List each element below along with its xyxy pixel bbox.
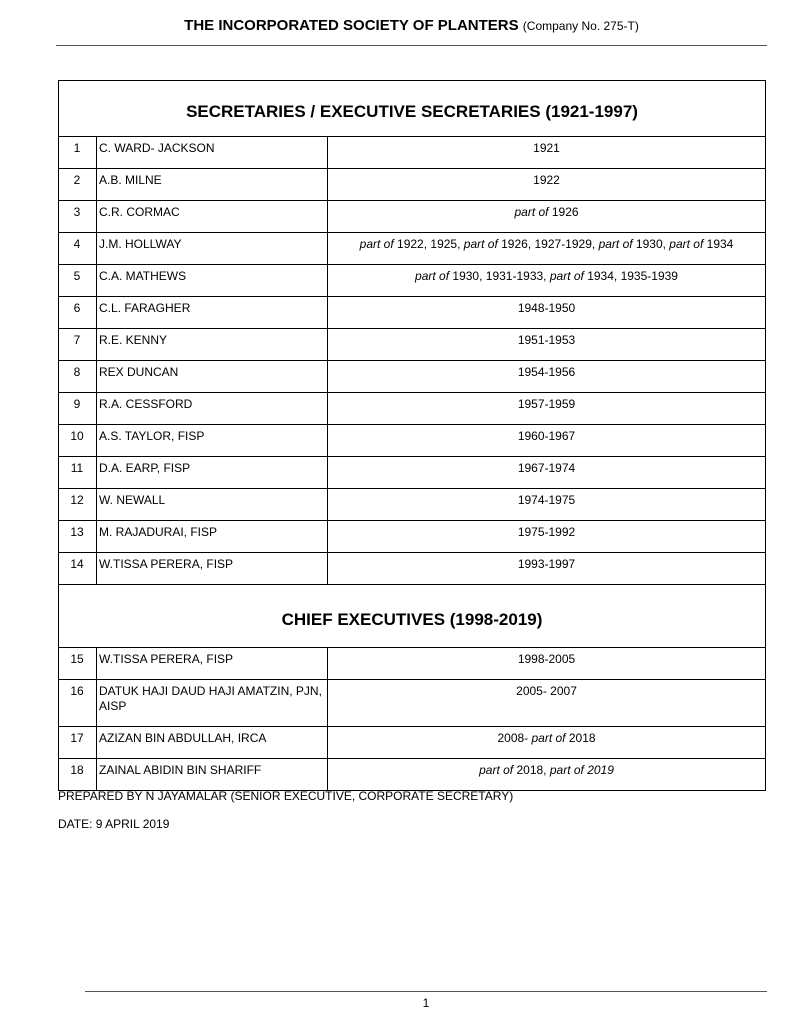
tenure-text: 1975-1992: [517, 525, 576, 539]
row-number: 16: [59, 680, 97, 727]
officer-name: D.A. EARP, FISP: [97, 457, 328, 489]
table-row: [59, 553, 766, 585]
tenure-years: [328, 393, 766, 425]
footer-divider: [85, 991, 767, 992]
officer-name: J.M. HOLLWAY: [97, 233, 328, 265]
tenure-years: [328, 169, 766, 201]
header-divider: [56, 45, 767, 46]
officer-name: C.A. MATHEWS: [97, 265, 328, 297]
tenure-qualifier: part of: [598, 237, 633, 251]
tenure-years: [328, 201, 766, 233]
tenure-qualifier: part of: [549, 269, 584, 283]
tenure-years: [328, 489, 766, 521]
table-row: [59, 137, 766, 169]
row-number: 3: [59, 201, 97, 233]
officer-name: W.TISSA PERERA, FISP: [97, 553, 328, 585]
row-number: 10: [59, 425, 97, 457]
officer-name: C. WARD- JACKSON: [97, 137, 328, 169]
row-number: 14: [59, 553, 97, 585]
section-header-row: [59, 585, 766, 648]
table-row: [59, 457, 766, 489]
tenure-years: [328, 553, 766, 585]
table-row: [59, 233, 766, 265]
table-row: [59, 297, 766, 329]
tenure-years: [328, 648, 766, 680]
tenure-years: [328, 265, 766, 297]
tenure-text: 1926: [548, 205, 579, 219]
tenure-text: 1967-1974: [517, 461, 576, 475]
officer-name: W.TISSA PERERA, FISP: [97, 648, 328, 680]
officer-name: A.S. TAYLOR, FISP: [97, 425, 328, 457]
table-row: [59, 489, 766, 521]
table-row: [59, 759, 766, 791]
row-number: 2: [59, 169, 97, 201]
officer-name: ZAINAL ABIDIN BIN SHARIFF: [97, 759, 328, 791]
page-number: 1: [422, 996, 430, 1010]
tenure-text: 1960-1967: [517, 429, 576, 443]
tenure-text: 1998-2005: [517, 652, 576, 666]
row-number: 6: [59, 297, 97, 329]
tenure-text: 1951-1953: [517, 333, 576, 347]
tenure-qualifier: part of: [669, 237, 704, 251]
officer-name: C.R. CORMAC: [97, 201, 328, 233]
tenure-text: 1930,: [632, 237, 670, 251]
row-number: 13: [59, 521, 97, 553]
officers-table: [58, 80, 766, 791]
table-row: [59, 521, 766, 553]
table-row: [59, 727, 766, 759]
tenure-qualifier: part of: [463, 237, 498, 251]
tenure-years: [328, 233, 766, 265]
table-row: [59, 201, 766, 233]
row-number: 17: [59, 727, 97, 759]
table-row: [59, 361, 766, 393]
tenure-years: [328, 297, 766, 329]
tenure-years: [328, 361, 766, 393]
officer-name: AZIZAN BIN ABDULLAH, IRCA: [97, 727, 328, 759]
tenure-text: 2018,: [513, 763, 550, 777]
tenure-years: [328, 329, 766, 361]
tenure-qualifier: part of: [531, 731, 566, 745]
tenure-years: [328, 759, 766, 791]
row-number: 9: [59, 393, 97, 425]
row-number: 5: [59, 265, 97, 297]
table-row: [59, 329, 766, 361]
tenure-text: 2008-: [497, 731, 532, 745]
tenure-years: [328, 727, 766, 759]
tenure-text: 1993-1997: [517, 557, 576, 571]
section-title: CHIEF EXECUTIVES (1998-2019): [59, 585, 766, 648]
tenure-text: 1954-1956: [517, 365, 576, 379]
section-header-row: [59, 81, 766, 137]
prepared-by: PREPARED BY N JAYAMALAR (SENIOR EXECUTIVE, CORPORATE SECRETARY): [58, 789, 514, 803]
row-number: 18: [59, 759, 97, 791]
tenure-text: 1926, 1927-1929,: [497, 237, 599, 251]
tenure-qualifier: part of: [514, 205, 549, 219]
tenure-text: 2005- 2007: [516, 684, 577, 698]
tenure-years: [328, 457, 766, 489]
row-number: 1: [59, 137, 97, 169]
tenure-text: 2018: [565, 731, 596, 745]
row-number: 4: [59, 233, 97, 265]
tenure-qualifier: part of: [479, 763, 514, 777]
row-number: 8: [59, 361, 97, 393]
tenure-text: 1921: [533, 141, 560, 155]
officer-name: W. NEWALL: [97, 489, 328, 521]
row-number: 7: [59, 329, 97, 361]
officer-name: R.E. KENNY: [97, 329, 328, 361]
document-date: DATE: 9 APRIL 2019: [58, 817, 170, 831]
tenure-text: 1957-1959: [517, 397, 576, 411]
officer-name: DATUK HAJI DAUD HAJI AMATZIN, PJN, AISP: [97, 680, 328, 727]
row-number: 15: [59, 648, 97, 680]
tenure-text: 1922, 1925,: [393, 237, 464, 251]
officer-name: REX DUNCAN: [97, 361, 328, 393]
table-row: [59, 393, 766, 425]
table-row: [59, 425, 766, 457]
tenure-qualifier: part of: [359, 237, 394, 251]
tenure-qualifier: part of: [415, 269, 450, 283]
table-row: [59, 648, 766, 680]
officer-name: R.A. CESSFORD: [97, 393, 328, 425]
section-title: SECRETARIES / EXECUTIVE SECRETARIES (1921-1997): [59, 81, 766, 137]
document-header: [56, 17, 767, 34]
tenure-text: 1930, 1931-1933,: [449, 269, 550, 283]
table-row: [59, 680, 766, 727]
tenure-years: [328, 680, 766, 727]
officer-name: A.B. MILNE: [97, 169, 328, 201]
table-row: [59, 169, 766, 201]
table-row: [59, 265, 766, 297]
company-number: (Company No. 275-T): [522, 19, 639, 33]
tenure-text: 1934: [703, 237, 734, 251]
tenure-text: 1948-1950: [517, 301, 576, 315]
tenure-text: 1974-1975: [517, 493, 576, 507]
tenure-text: 1934, 1935-1939: [583, 269, 678, 283]
officer-name: C.L. FARAGHER: [97, 297, 328, 329]
tenure-years: [328, 521, 766, 553]
organization-name: THE INCORPORATED SOCIETY OF PLANTERS: [184, 17, 519, 34]
tenure-years: [328, 425, 766, 457]
row-number: 12: [59, 489, 97, 521]
row-number: 11: [59, 457, 97, 489]
tenure-qualifier: part of 2019: [549, 763, 614, 777]
tenure-years: [328, 137, 766, 169]
tenure-text: 1922: [533, 173, 560, 187]
officer-name: M. RAJADURAI, FISP: [97, 521, 328, 553]
